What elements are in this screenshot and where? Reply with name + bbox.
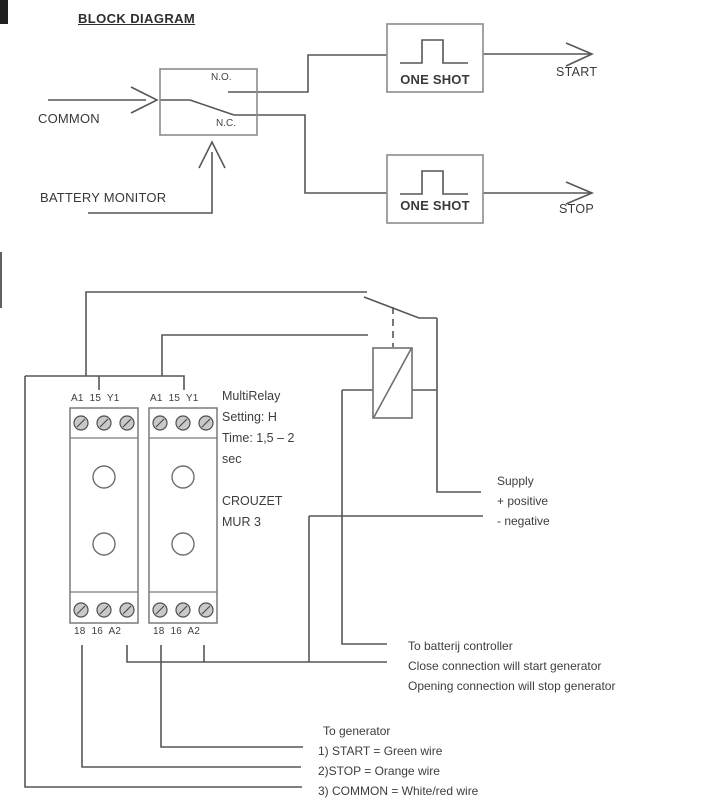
common-bus bbox=[25, 376, 184, 390]
contact1-wire bbox=[86, 292, 367, 376]
contact2-wire bbox=[162, 335, 368, 376]
battery-monitor-label: BATTERY MONITOR bbox=[40, 190, 167, 205]
stop-orange-wire bbox=[82, 645, 301, 767]
pulse-icon-top bbox=[400, 40, 468, 63]
generator-note-line: 2)STOP = Orange wire bbox=[318, 764, 440, 778]
multirelay-module-2 bbox=[149, 408, 217, 623]
multirelay-info bbox=[222, 386, 295, 533]
one-shot-top-label: ONE SHOT bbox=[400, 72, 470, 87]
controller-note-line: Close connection will start generator bbox=[408, 659, 602, 673]
multirelay-info-line: Setting: H bbox=[222, 410, 277, 424]
stop-label: STOP bbox=[559, 202, 595, 216]
start-green-wire bbox=[161, 645, 303, 747]
relay-no-label: N.O. bbox=[211, 72, 232, 83]
multirelay-module-1 bbox=[70, 408, 138, 623]
supply-line: - negative bbox=[497, 514, 550, 528]
multirelay-info-line: sec bbox=[222, 452, 242, 466]
supply-positive-wire bbox=[437, 318, 481, 492]
generator-note-line: To generator bbox=[323, 724, 391, 738]
multirelay-info-line: MUR 3 bbox=[222, 515, 261, 529]
supply-notes bbox=[497, 471, 550, 531]
controller-note-line: To batterij controller bbox=[408, 639, 513, 653]
module1-body bbox=[70, 408, 138, 623]
relay-nc-label: N.C. bbox=[216, 118, 236, 129]
no-contact-wire bbox=[228, 55, 387, 92]
module2-bottom-terminal-labels: 18 16 A2 bbox=[153, 626, 201, 637]
a2-bus-wire bbox=[127, 645, 387, 662]
page-title: BLOCK DIAGRAM bbox=[78, 11, 196, 26]
relay-coil bbox=[373, 348, 412, 418]
common-label: COMMON bbox=[38, 111, 100, 126]
controller-notes bbox=[408, 636, 615, 696]
multirelay-info-line bbox=[222, 470, 295, 491]
generator-note-line: 3) COMMON = White/red wire bbox=[318, 784, 479, 798]
relay-blade bbox=[160, 100, 234, 115]
pulse-icon-bottom bbox=[400, 171, 468, 194]
supply-line: + positive bbox=[497, 494, 549, 508]
generator-note-line: 1) START = Green wire bbox=[318, 744, 443, 758]
pulse-glyphs bbox=[400, 40, 468, 194]
module1-top-terminal-labels: A1 15 Y1 bbox=[71, 393, 120, 404]
module2-top-terminal-labels: A1 15 Y1 bbox=[150, 393, 199, 404]
supply-switch-blade bbox=[364, 297, 437, 318]
controller-note-line: Opening connection will stop generator bbox=[408, 679, 616, 693]
block-diagram-wires bbox=[48, 43, 592, 213]
module1-bottom-terminal-labels: 18 16 A2 bbox=[74, 626, 122, 637]
relay-contact-box bbox=[160, 69, 257, 135]
supply-line: Supply bbox=[497, 474, 534, 488]
one-shot-bottom-label: ONE SHOT bbox=[400, 198, 470, 213]
module2-body bbox=[149, 408, 217, 623]
multirelay-info-line: Time: 1,5 – 2 bbox=[222, 431, 295, 445]
battery-controller-wire bbox=[342, 390, 387, 644]
start-label: START bbox=[556, 65, 598, 79]
multirelay-info-line: CROUZET bbox=[222, 494, 283, 508]
multirelay-info-line: MultiRelay bbox=[222, 389, 281, 403]
generator-notes bbox=[318, 721, 478, 801]
